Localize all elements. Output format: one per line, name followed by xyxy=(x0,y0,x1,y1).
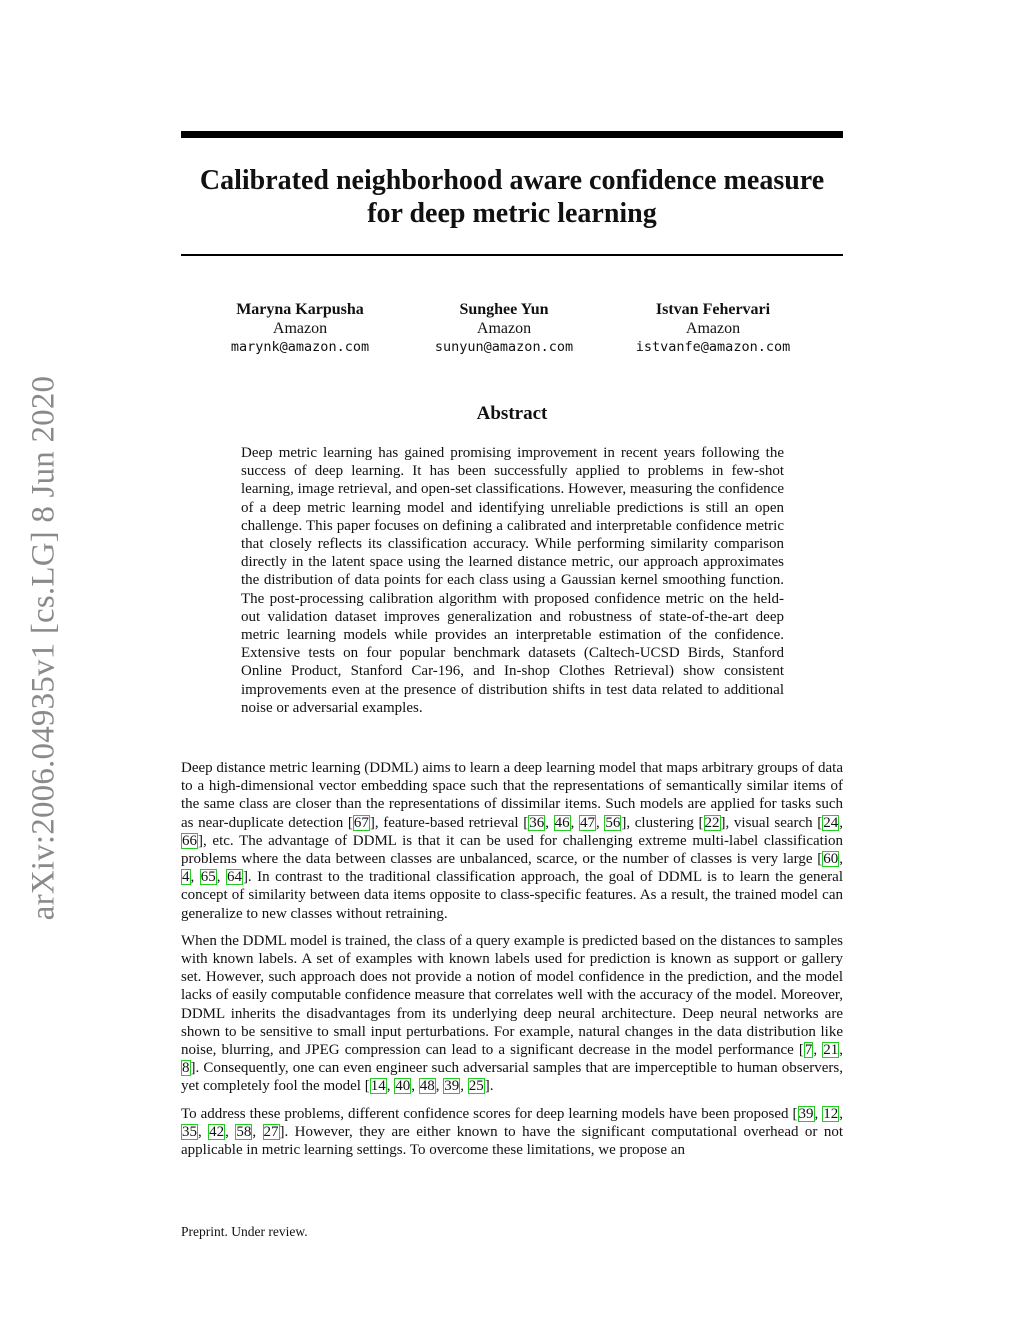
citation-link[interactable]: 39 xyxy=(798,1105,814,1122)
author-2 xyxy=(407,300,601,357)
author-affiliation: Amazon xyxy=(272,320,328,337)
body-text xyxy=(181,759,843,1168)
author-3 xyxy=(613,300,813,357)
citation-link[interactable]: 24 xyxy=(823,814,839,831)
citation-link[interactable]: 7 xyxy=(804,1042,813,1059)
title-top-rule xyxy=(181,131,843,138)
citation-link[interactable]: 14 xyxy=(370,1078,386,1095)
citation-link[interactable]: 56 xyxy=(605,814,621,831)
citation-link[interactable]: 8 xyxy=(182,1060,190,1077)
citation-link[interactable]: 67 xyxy=(353,814,369,831)
author-email: marynk@amazon.com xyxy=(230,339,370,355)
title-bottom-rule xyxy=(181,254,843,256)
citation-link[interactable]: 21 xyxy=(823,1042,839,1059)
author-1 xyxy=(181,300,419,357)
author-affiliation: Amazon xyxy=(476,320,532,337)
citation-link[interactable]: 25 xyxy=(468,1078,484,1095)
citation-link[interactable]: 4 xyxy=(182,869,190,886)
citation-link[interactable]: 64 xyxy=(226,869,242,886)
author-email: istvanfe@amazon.com xyxy=(635,339,791,355)
paragraph-1: Deep distance metric learning (DDML) aims to learn a deep learning model that maps arbitrary groups of data to a high-dimensional vector embedding space such that the representations of semantically similar items of the same class are closer than the representations of dissimilar items. Such models are applied for tasks such as near-duplicate detection [67], feature-based retrieval [36, 46, 47, 56], clustering [22], visual search [24, 66], etc. The advantage of DDML is that it can be used for challenging extreme multi-label classification problems where the data between classes are unbalanced, scarce, or the number of classes is very large [60, 4, 65, 64]. In contrast to the traditional classification approach, the goal of DDML is to learn the general concept of similarity between data items opposite to class-specific features. As a result, the trained model can generalize to new classes without retraining. xyxy=(181,760,844,922)
footer-note: Preprint. Under review. xyxy=(181,1224,308,1239)
author-name: Maryna Karpusha xyxy=(236,301,364,318)
citation-link[interactable]: 48 xyxy=(419,1078,435,1095)
paper-title xyxy=(181,164,843,230)
citation-link[interactable]: 42 xyxy=(209,1123,225,1140)
title-line-2: for deep metric learning xyxy=(367,198,657,229)
citation-link[interactable]: 36 xyxy=(529,814,545,831)
paragraph-3: To address these problems, different confidence scores for deep learning models have been proposed [39, 12, 35, 42, 58, 27]. However, they are either known to have the significant computational overhead or not applicable in metric learning settings. To overcome these limitations, we propose an xyxy=(181,1105,844,1159)
arxiv-identifier: arXiv:2006.04935v1 [cs.LG] 8 Jun 2020 xyxy=(25,375,62,921)
abstract-heading: Abstract xyxy=(476,403,548,424)
author-name: Sunghee Yun xyxy=(459,301,549,318)
citation-link[interactable]: 12 xyxy=(823,1105,839,1122)
citation-link[interactable]: 58 xyxy=(236,1123,252,1140)
citation-link[interactable]: 65 xyxy=(200,869,216,886)
author-name: Istvan Fehervari xyxy=(655,301,771,318)
citation-link[interactable]: 27 xyxy=(263,1123,279,1140)
citation-link[interactable]: 40 xyxy=(395,1078,411,1095)
citation-link[interactable]: 46 xyxy=(554,814,570,831)
citation-link[interactable]: 66 xyxy=(182,832,197,849)
citation-link[interactable]: 60 xyxy=(823,851,839,868)
author-email: sunyun@amazon.com xyxy=(434,339,574,355)
citation-link[interactable]: 47 xyxy=(579,814,595,831)
citation-link[interactable]: 39 xyxy=(444,1078,460,1095)
author-affiliation: Amazon xyxy=(685,320,741,337)
abstract-text: Deep metric learning has gained promising improvement in recent years following the success of deep learning. It has been successfully applied to problems in few-shot learning, image retrieval, and open-set classifications. However, measuring the confidence of a deep metric learning model and identifying unreliable predictions is still an open challenge. This paper focuses on defining a calibrated and interpretable confidence metric that closely reflects its classification accuracy. While performing similarity comparison directly in the latent space using the learned distance metric, our approach approximates the distribution of data points for each class using a Gaussian kernel smoothing function. The post-processing calibration algorithm with proposed confidence metric on the held-out validation dataset improves generalization and robustness of state-of-the-art deep metric learning models while provides an interpretable estimation of the confidence. Extensive tests on four popular benchmark datasets (Caltech-UCSD Birds, Stanford Online Product, Stanford Car-196, and In-shop Clothes Retrieval) show consistent improvements even at the presence of distribution shifts in test data related to additional noise or adversarial examples. xyxy=(241,445,784,716)
title-line-1: Calibrated neighborhood aware confidence measure xyxy=(199,165,825,196)
paragraph-2: When the DDML model is trained, the class of a query example is predicted based on the distances to samples with known labels. A set of examples with known labels used for prediction is known as support or gallery set. However, such approach does not provide a notion of model confidence in the prediction, and the model lacks of easily computable confidence measure that correlates well with the accuracy of the model. Moreover, DDML inherits the disadvantages from its underlying deep neural architecture. Deep neural networks are shown to be sensitive to small input perturbations. For example, natural changes in the data distribution like noise, blurring, and JPEG compression can lead to a significant decrease in the model performance [7, 21, 8]. Consequently, one can even engineer such adversarial samples that are imperceptible to human observers, yet completely fool the model [14, 40, 48, 39, 25]. xyxy=(181,932,844,1095)
author-block xyxy=(181,300,843,362)
citation-link[interactable]: 35 xyxy=(182,1123,197,1140)
citation-link[interactable]: 22 xyxy=(704,814,720,831)
